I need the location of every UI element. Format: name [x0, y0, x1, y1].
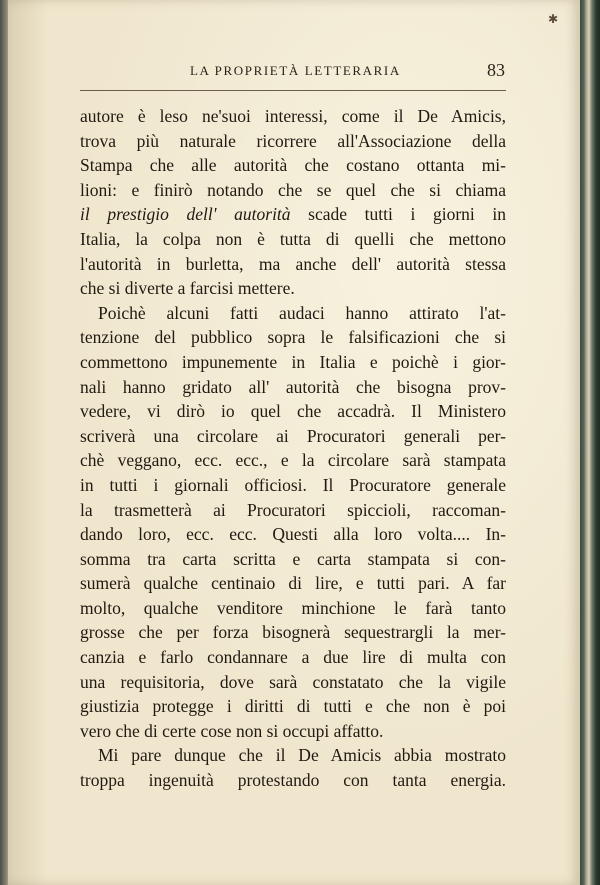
text-line: chè veggano, ecc. ecc., e la circolare sarà stampata [80, 450, 506, 471]
text-line: Italia, la colpa non è tutta di quelli che mettono [80, 228, 506, 249]
text-line: Poichè alcuni fatti audaci hanno attirato l'at- [98, 302, 506, 323]
text-line: somma tra carta scritta e carta stampata si con- [80, 548, 506, 569]
text-line: giustizia protegge i diritti di tutti e che non è poi [80, 696, 506, 717]
text-line: canzia e farlo condannare a due lire di multa con [80, 647, 506, 668]
page-number: 83 [487, 60, 505, 80]
page-mark: ✱ [548, 12, 559, 26]
text-line: grosse che per forza bisognerà sequestrargli la mer- [80, 622, 506, 643]
text-line: commettono impunemente in Italia e poichè i gior- [80, 351, 506, 372]
text-line: troppa ingenuità protestando con tanta energia. [80, 770, 506, 791]
header-rule [80, 90, 506, 91]
body-text [80, 104, 506, 793]
text-line: la trasmetterà ai Procuratori spiccioli, raccoman- [80, 499, 506, 520]
text-line: nali hanno gridato all' autorità che bisogna prov- [80, 376, 506, 397]
text-line: vero che di certe cose non si occupi affatto. [80, 720, 384, 741]
text-line: tenzione del pubblico sopra le falsificazioni che si [80, 327, 506, 348]
text-line: Mi pare dunque che il De Amicis abbia mostrato [98, 745, 506, 766]
text-line: una requisitoria, dove sarà constatato che la vigile [80, 671, 506, 692]
text-line: sumerà qualche centinaio di lire, e tutti pari. A far [80, 573, 506, 594]
book-edge [580, 0, 600, 885]
text-line: autore è leso ne'suoi interessi, come il De Amicis, [80, 106, 506, 126]
italic-phrase: il prestigio dell' autorità [80, 204, 291, 225]
text-segment: scade tutti i giorni in [290, 204, 506, 225]
text-line: lioni: e finirò notando che se quel che si chiama [80, 179, 506, 200]
running-title: LA PROPRIETÀ LETTERARIA [190, 63, 401, 78]
text-line: molto, qualche venditore minchione le farà tanto [80, 597, 506, 618]
text-line: trova più naturale ricorrere all'Associazione della [80, 130, 506, 151]
text-line: l'autorità in burletta, ma anche dell' autorità stessa [80, 253, 506, 274]
text-line: dando loro, ecc. ecc. Questi alla loro volta.... In- [80, 524, 506, 545]
text-line: in tutti i giornali officiosi. Il Procuratore generale [80, 474, 506, 495]
text-line [80, 202, 506, 227]
text-line: scriverà una circolare ai Procuratori generali per- [80, 425, 506, 446]
text-line: vedere, vi dirò io quel che accadrà. Il Ministero [80, 401, 506, 422]
text-line: Stampa che alle autorità che costano ottanta mi- [80, 155, 506, 176]
text-line: che si diverte a farcisi mettere. [80, 278, 295, 299]
